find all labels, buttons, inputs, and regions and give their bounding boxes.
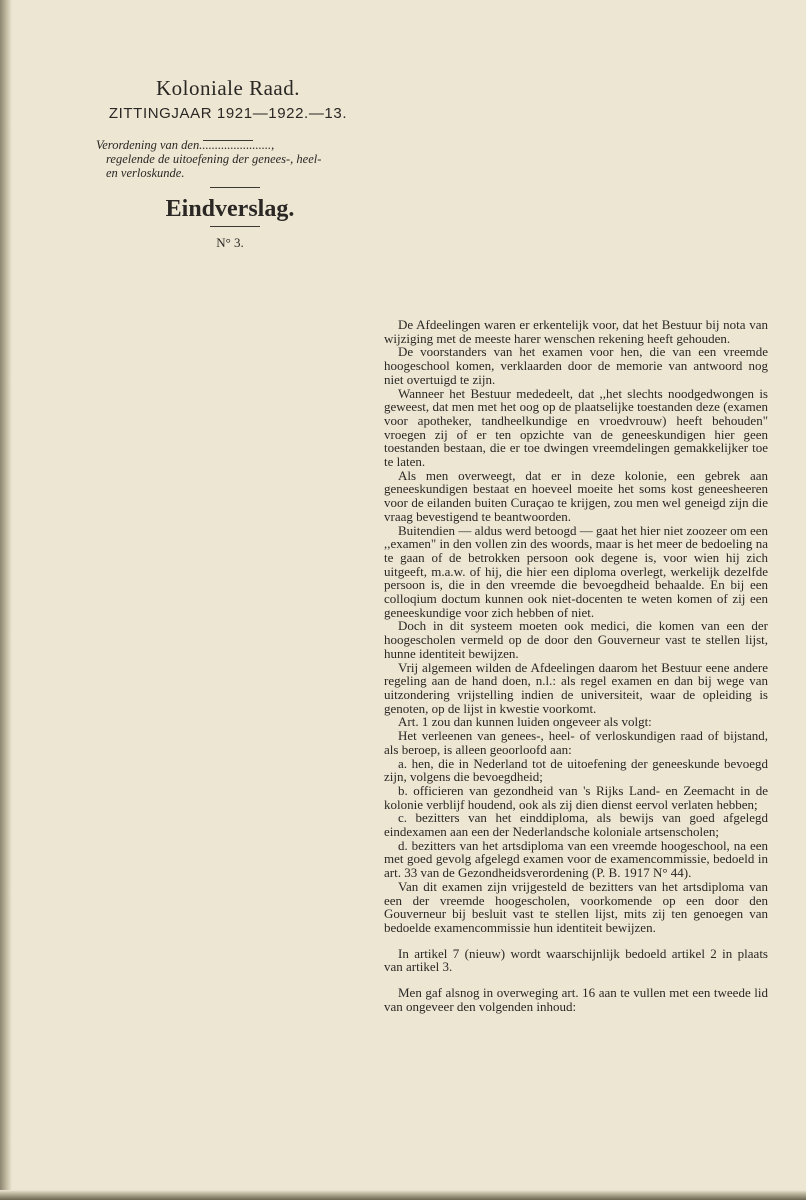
council-title: Koloniale Raad. (156, 76, 300, 100)
list-item: d. bezitters van het artsdiploma van een vreemde hoogeschool, na een met goed gevolg afgelegd examen voor de examencommissie, bedoeld in art. 33 van de Gezondheidsverordening (P. B. 1917 N° 44). (384, 837, 768, 881)
paragraph: Buitendien — aldus werd betoogd — gaat het hier niet zoozeer om een ,,examen" in den vollen zin des woords, maar is het meer de bedoeling na te gaan of de betrokken persoon ook degene is, voor wien hij zich uitgeeft, m.a.w. of hij, die hier een diploma overlegt, werkelijk dezelfde persoon is, die in den vreemde die bevoegdheid behaalde. En bij een colloqium doctum kunnen ook niet-docenten te weten komen of zij een geneeskundige voor zich hebben of niet. (384, 522, 768, 620)
paragraph: Als men overweegt, dat er in deze kolonie, een gebrek aan geneeskundigen bestaat en hoeveel moeite het soms kost geneesheeren voor de eilanden buiten Curaçao te krijgen, zou men wel geneigd zijn die vraag bevestigend te beantwoorden. (384, 467, 768, 524)
list-item: b. officieren van gezondheid van 's Rijks Land- en Zeemacht in de kolonie verblijf houdend, ook als zij dien dienst eervol verlaten hebben; (384, 782, 768, 812)
document-header (88, 76, 368, 141)
paragraph: Doch in dit systeem moeten ook medici, die komen van een der hoogescholen vermeld op de door den Gouverneur vast te stellen lijst, hunne identiteit bewijzen. (384, 618, 768, 661)
subject-line: en verloskunde. (106, 166, 185, 180)
paragraph: De Afdeelingen waren er erkentelijk voor, dat het Bestuur bij nota van wijziging met de meeste harer wenschen rekening heeft gehouden. (384, 317, 768, 346)
document-type-title: Eindverslag. (165, 196, 295, 222)
paragraph: De voorstanders van het examen voor hen, die van een vreemde hoogeschool komen, verklaarden door de memorie van antwoord nog niet overtuigd te zijn. (384, 344, 768, 387)
subject-description (96, 138, 366, 180)
divider (210, 187, 260, 188)
session-line: ZITTINGJAAR 1921—1922.—13. (108, 105, 348, 122)
subject-line: Verordening van den......................., (96, 138, 275, 152)
paragraph: Vrij algemeen wilden de Afdeelingen daarom het Bestuur eene andere regeling aan de hand doen, n.l.: als regel examen en dan bij wege van uitzondering vrijstelling indien de universiteit, waar de opleiding is genoten, op de lijst in kwestie voorkomt. (384, 659, 768, 716)
paragraph: Het verleenen van genees-, heel- of verloskundigen raad of bijstand, als beroep, is alleen geoorloofd aan: (384, 728, 768, 757)
report-body (384, 318, 768, 1013)
page-edge-left (0, 0, 12, 1200)
document-number: N° 3. (216, 235, 244, 250)
paragraph: Men gaf alsnog in overweging art. 16 aan te vullen met een tweede lid van ongeveer den volgenden inhoud: (384, 985, 768, 1014)
divider (210, 226, 260, 227)
paragraph: Van dit examen zijn vrijgesteld de bezitters van het artsdiploma van een der vreemde hoogescholen, voorkomende op een door den Gouverneur bij besluit vast te stellen lijst, mits zij ten genoegen van bedoelde examencommissie hun identiteit bewijzen. (384, 878, 768, 935)
paragraph: Art. 1 zou dan kunnen luiden ongeveer als volgt: (398, 714, 652, 730)
subject-line: regelende de uitoefening der genees-, heel- (106, 152, 322, 166)
page-edge-bottom (0, 1190, 806, 1200)
list-item: c. bezitters van het einddiploma, als bewijs van goed afgelegd eindexamen aan een der Nederlandsche koloniale artsenscholen; (384, 810, 768, 840)
list-item: a. hen, die in Nederland tot de uitoefening der geneeskunde bevoegd zijn, volgens die bevoegdheid; (384, 755, 768, 785)
paragraph: Wanneer het Bestuur mededeelt, dat ,,het slechts noodgedwongen is geweest, dat men met het oog op de plaatselijke toestanden deze (examen voor apotheker, tandheelkundige en vroedvrouw) heeft behouden" vroegen zij of er ten opzichte van de geneeskundigen hier geen toestanden bestaan, die er toe dwingen vreemdelingen gemakkelijker toe te laten. (384, 385, 768, 470)
paragraph: In artikel 7 (nieuw) wordt waarschijnlijk bedoeld artikel 2 in plaats van artikel 3. (384, 945, 768, 975)
